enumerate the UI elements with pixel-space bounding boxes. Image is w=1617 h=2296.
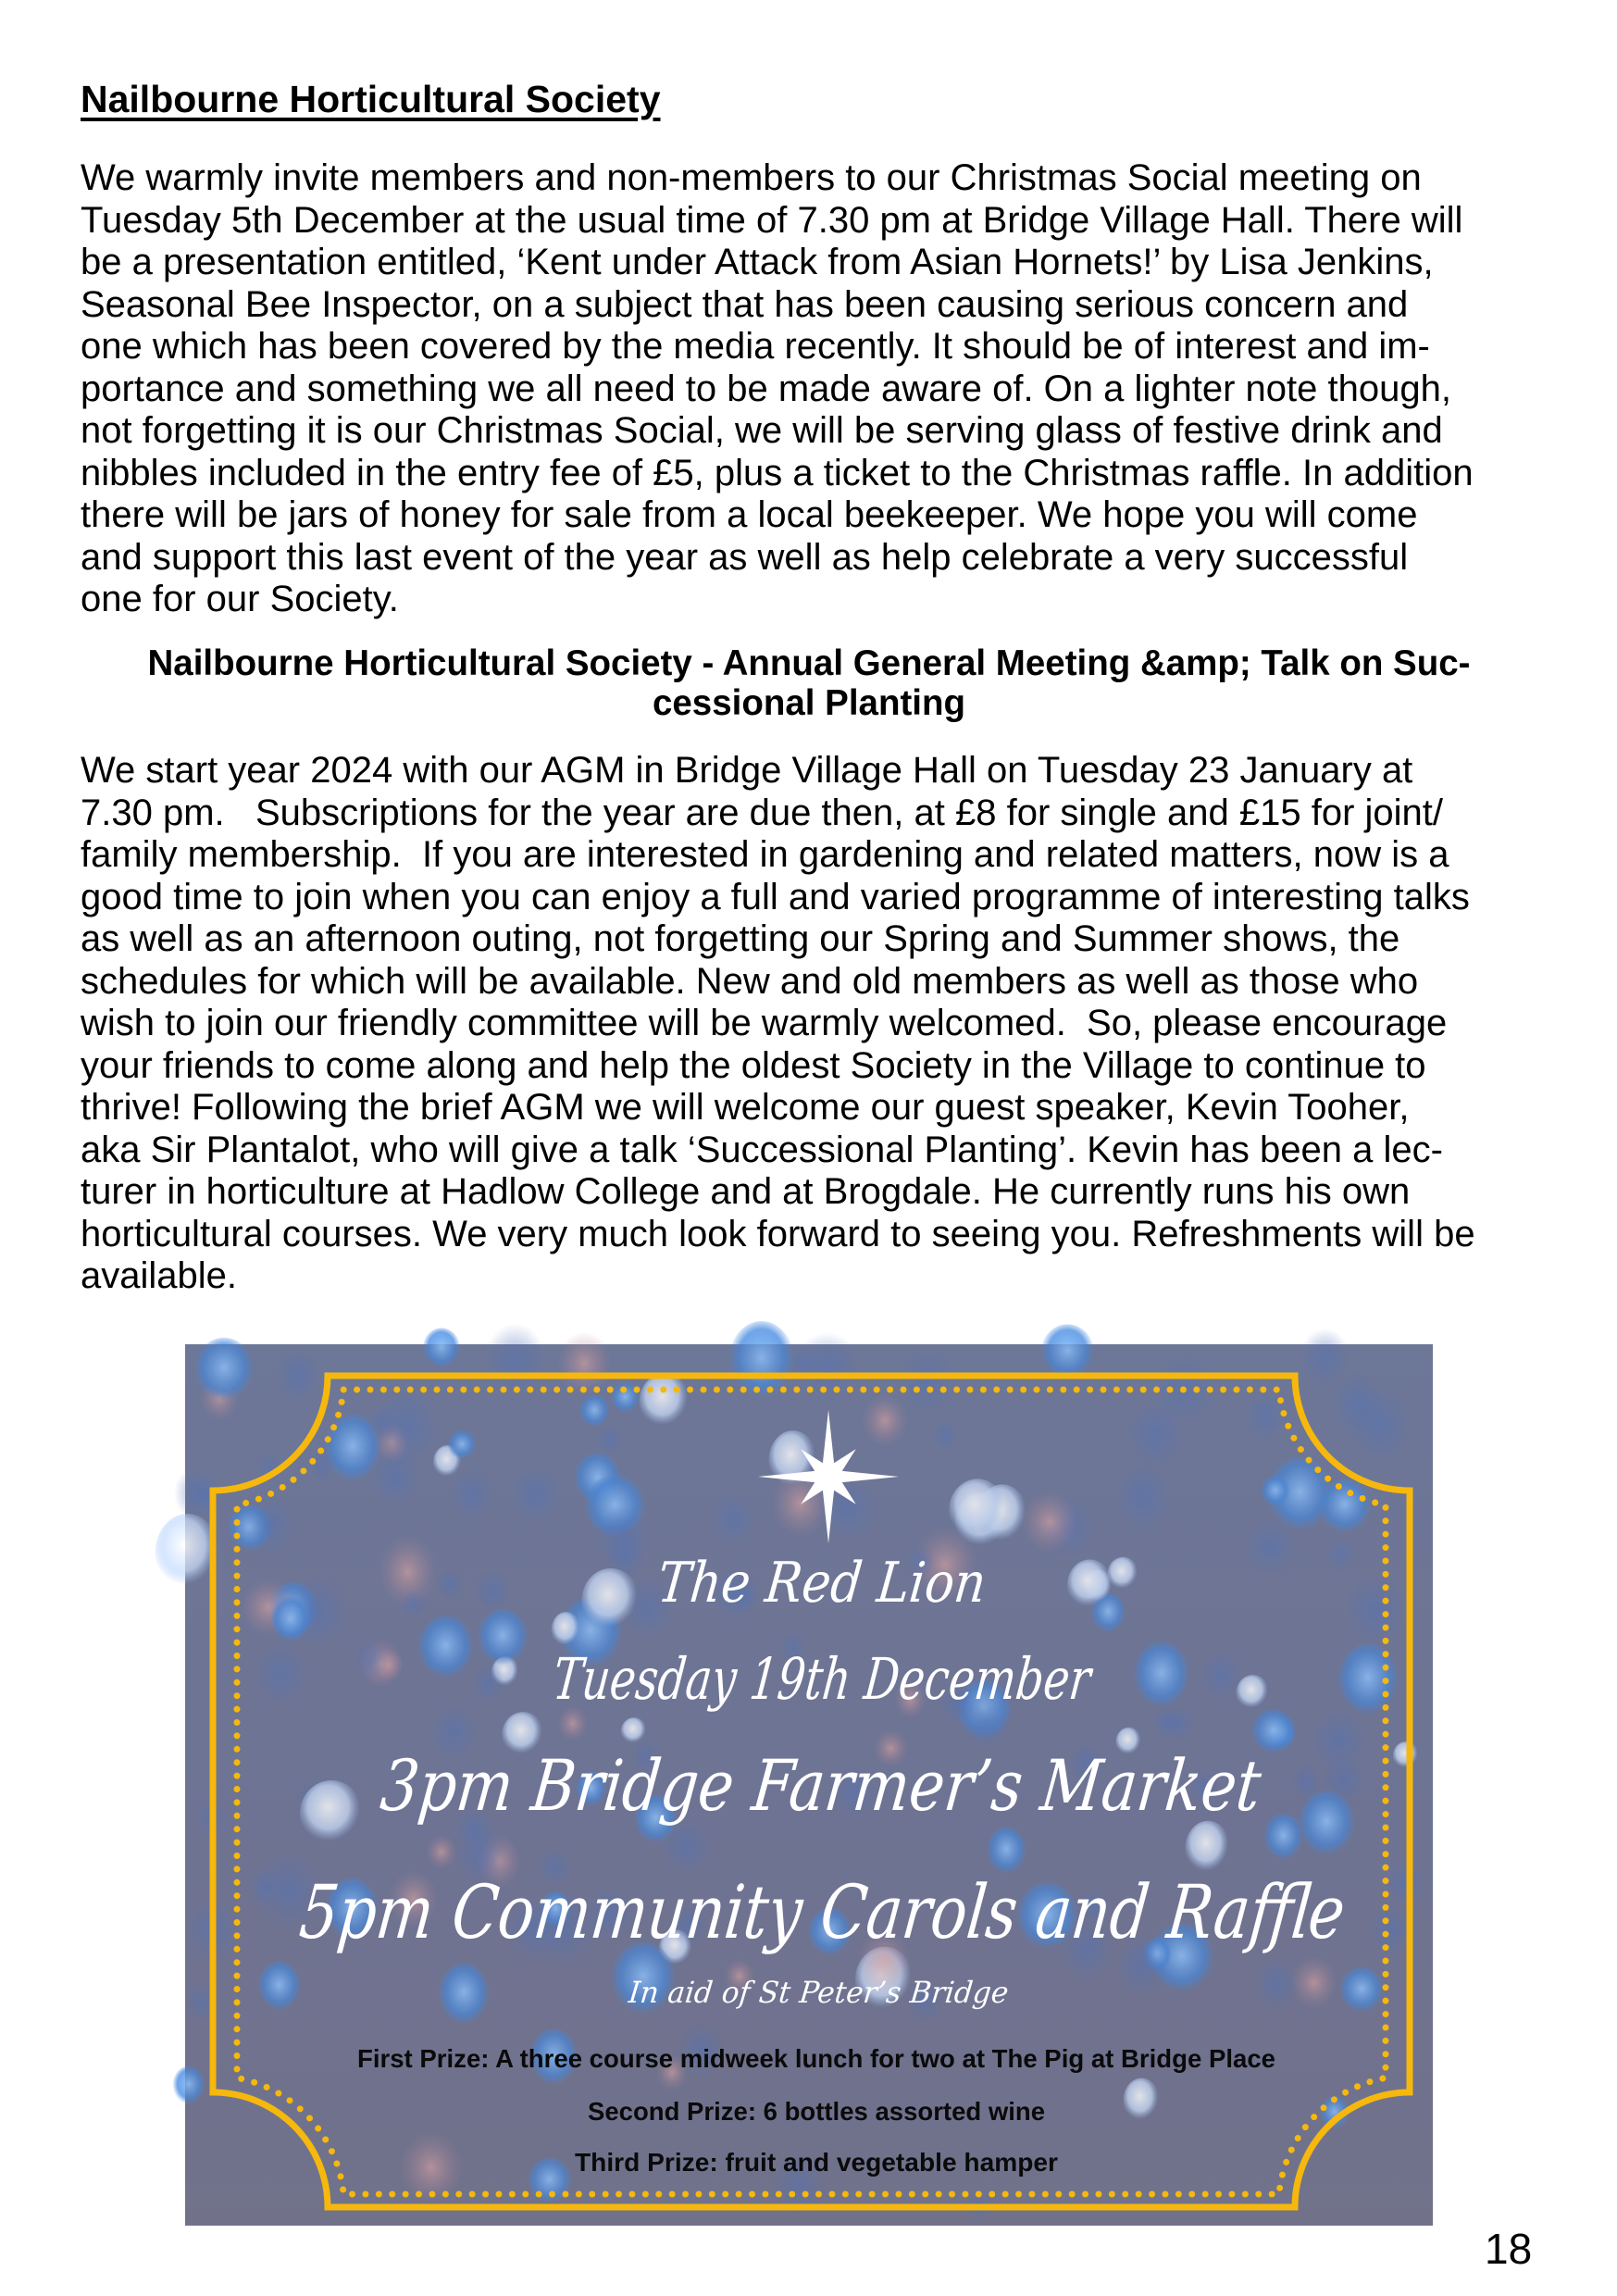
body-line: one which has been covered by the media recently. It should be of interest and im-: [81, 326, 1430, 367]
venue-text: The Red Lion: [654, 1551, 1037, 1616]
article-title: Nailbourne Horticultural Society: [81, 78, 661, 120]
second-prize-text: Second Prize: 6 bottles assorted wine: [588, 2097, 1045, 2126]
agm-body: [81, 750, 1561, 1298]
market-text: 3pm Bridge Farmer’s Market: [377, 1744, 1429, 1827]
agm-heading: [56, 643, 1562, 723]
body-line: nibbles included in the entry fee of £5, plus a ticket to the Christmas raffle. In addition: [81, 452, 1474, 493]
body-line: be a presentation entitled, ‘Kent under Attack from Asian Hornets!’ by Lisa Jenkins,: [81, 242, 1434, 282]
body-line: family membership. If you are interested in gardening and related matters, now is a: [81, 834, 1449, 875]
body-line: one for our Society.: [81, 579, 399, 619]
body-line: your friends to come along and help the oldest Society in the Village to continue to: [81, 1044, 1426, 1086]
page-number: 18: [1485, 2225, 1533, 2273]
body-line: wish to join our friendly committee will be warmly welcomed. So, please encourage: [81, 1003, 1448, 1043]
body-line: turer in horticulture at Hadlow College and at Brogdale. He currently runs his own: [81, 1171, 1411, 1212]
body-line: portance and something we all need to be made aware of. On a lighter note though,: [81, 368, 1451, 409]
body-line: good time to join when you can enjoy a full and varied programme of interesting talks: [81, 876, 1470, 917]
agm-heading-line: cessional Planting: [652, 683, 966, 723]
body-line: Seasonal Bee Inspector, on a subject that has been causing serious concern and: [81, 283, 1409, 325]
agm-heading-line: Nailbourne Horticultural Society - Annual General Meeting &amp; Talk on Suc-: [147, 643, 1471, 683]
body-line: and support this last event of the year as well as help celebrate a very successful: [81, 536, 1409, 578]
article-body: [81, 157, 1561, 621]
body-line: schedules for which will be available. New and old members as well as those who: [81, 960, 1419, 1002]
cause-text: In aid of St Peter’s Bridge: [627, 1975, 1021, 2010]
body-line: aka Sir Plantalot, who will give a talk ‘Successional Planting’. Kevin has been a lec-: [81, 1129, 1443, 1170]
body-line: as well as an afternoon outing, not forgetting our Spring and Summer shows, the: [81, 918, 1400, 959]
body-line: 7.30 pm. Subscriptions for the year are due then, at £8 for single and £15 for joint/: [81, 792, 1443, 833]
third-prize-text: Third Prize: fruit and vegetable hamper: [575, 2148, 1059, 2177]
carols-raffle-text: 5pm Community Carols and Raffle: [295, 1869, 1597, 1955]
body-line: We warmly invite members and non-members to our Christmas Social meeting on: [81, 157, 1422, 198]
body-line: We start year 2024 with our AGM in Bridge Village Hall on Tuesday 23 January at: [81, 750, 1413, 791]
body-line: there will be jars of honey for sale from a local beekeeper. We hope you will come: [81, 494, 1418, 535]
first-prize-text: First Prize: A three course midweek lunch for two at The Pig at Bridge Place: [357, 2044, 1275, 2073]
body-line: not forgetting it is our Christmas Social, we will be serving glass of festive drink and: [81, 410, 1443, 451]
body-line: horticultural courses. We very much look forward to seeing you. Refreshments will be: [81, 1213, 1475, 1254]
body-line: Tuesday 5th December at the usual time of 7.30 pm at Bridge Village Hall. There will: [81, 199, 1463, 241]
event-poster: [185, 1344, 1597, 2226]
body-line: available.: [81, 1255, 238, 1296]
date-text: Tuesday 19th December: [550, 1645, 1267, 1713]
body-line: thrive! Following the brief AGM we will welcome our guest speaker, Kevin Tooher,: [81, 1087, 1410, 1128]
